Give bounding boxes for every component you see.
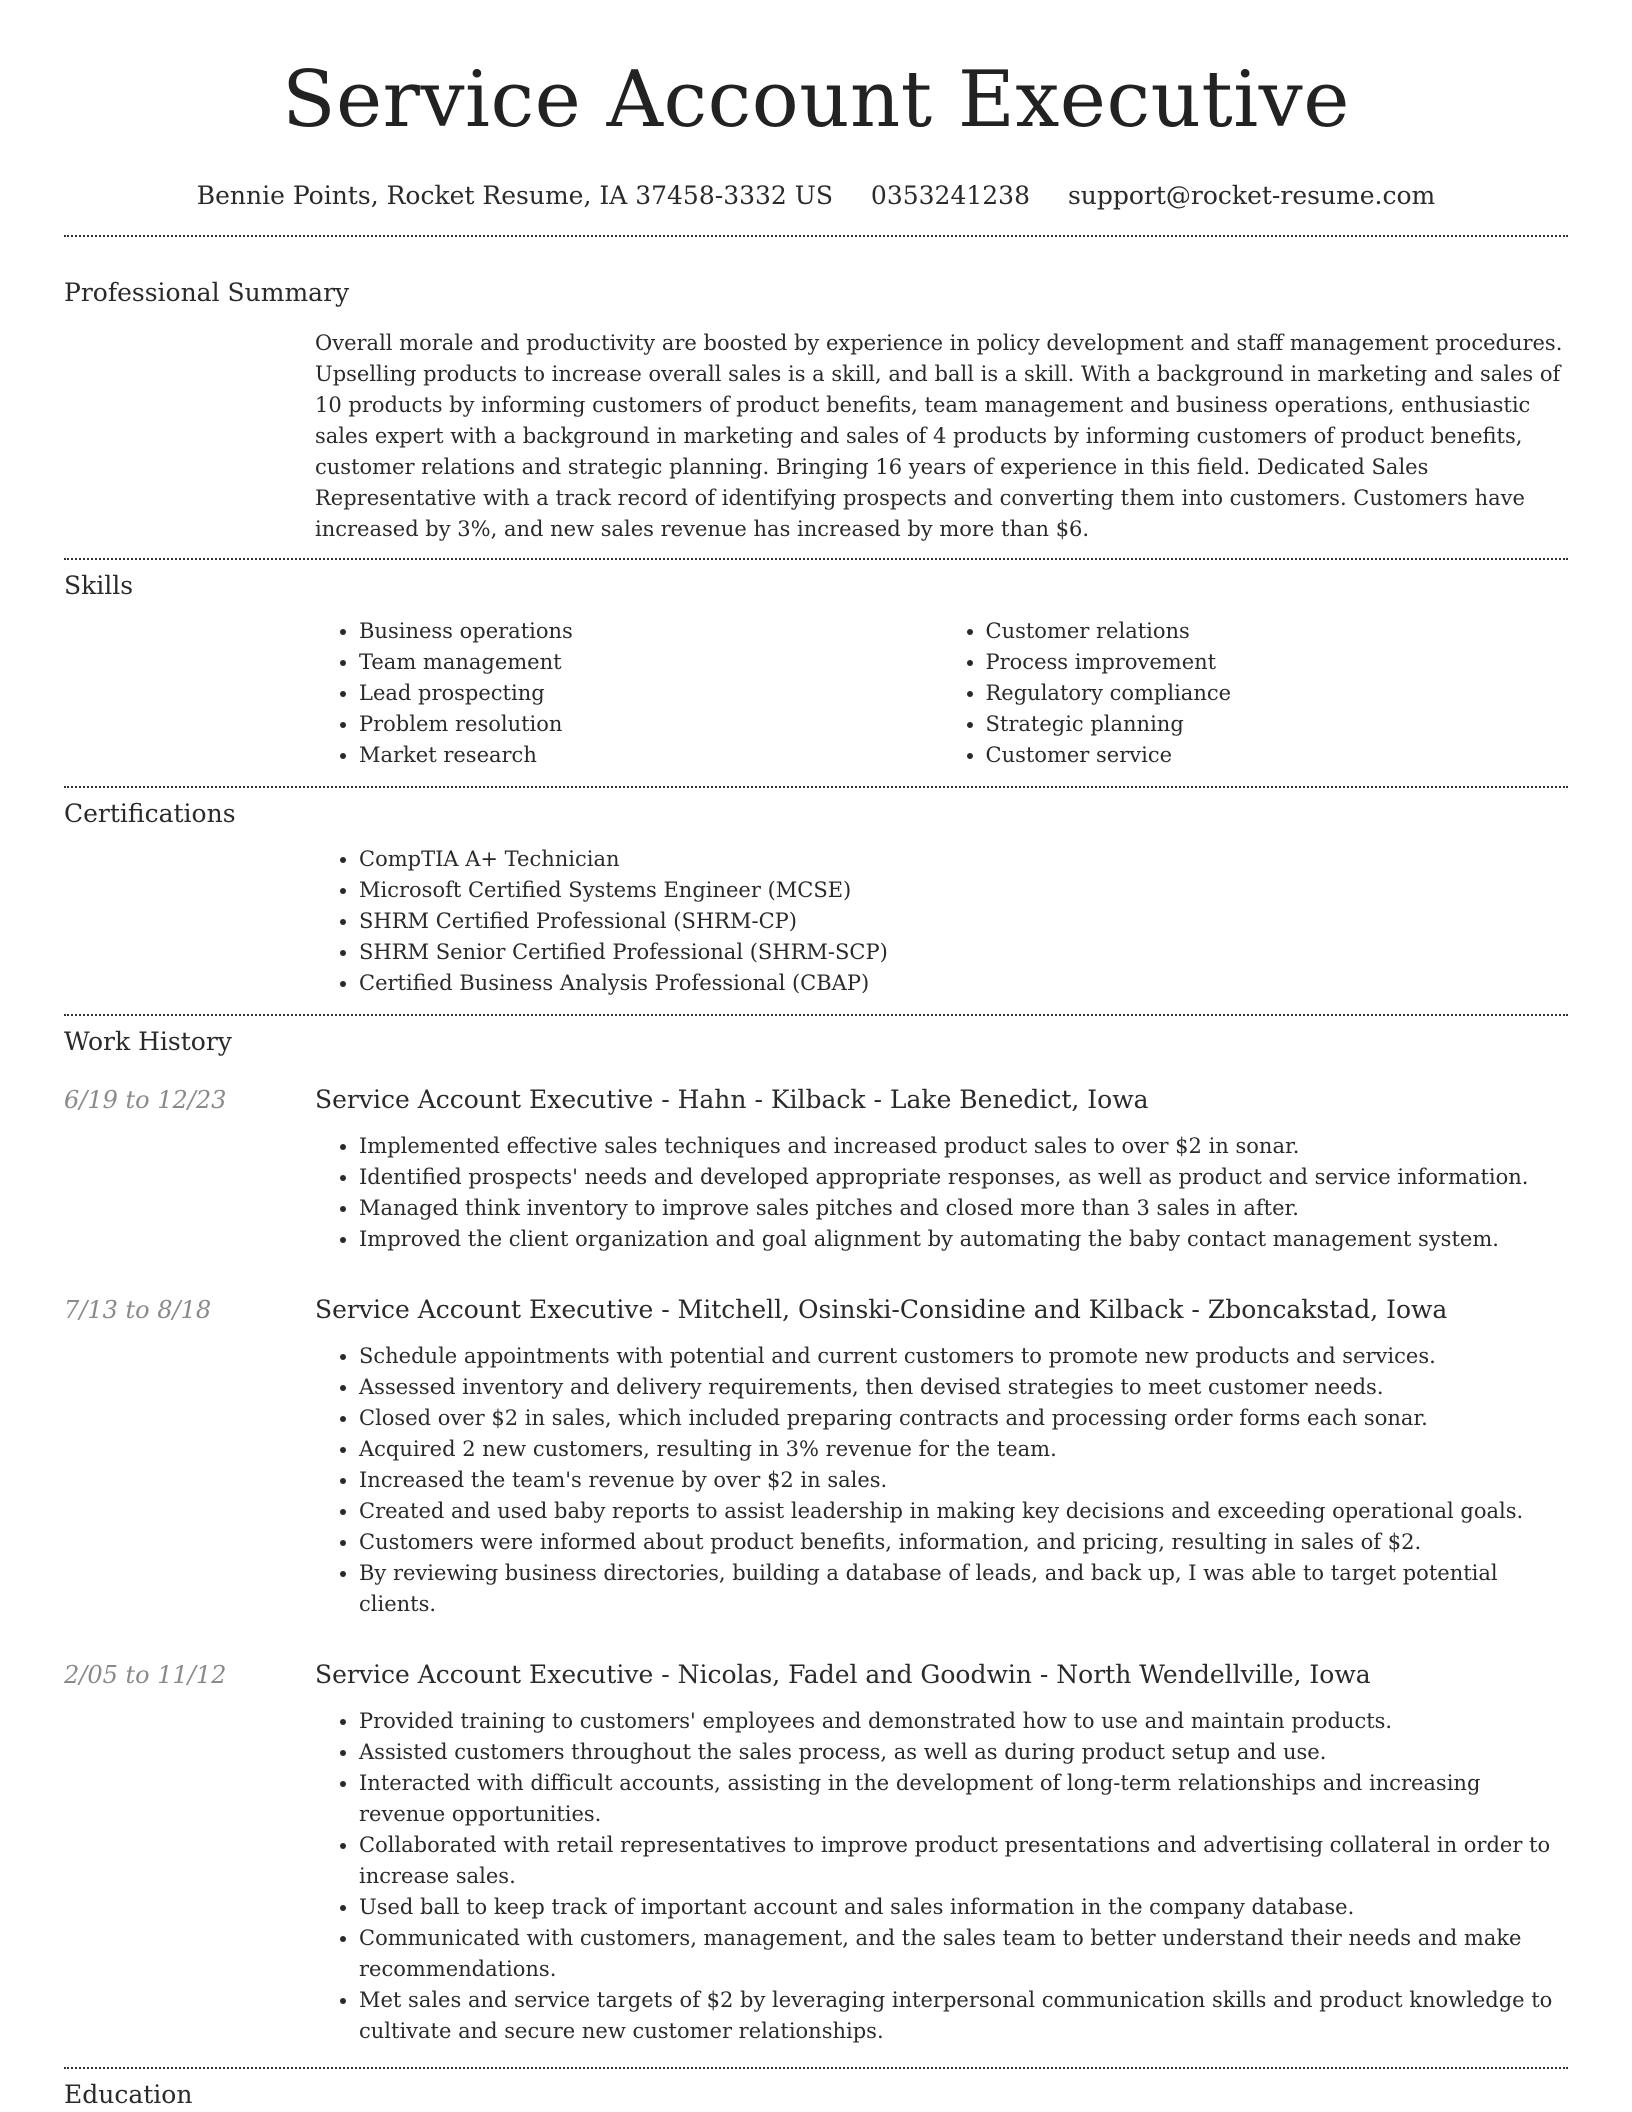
job-bullet: • Schedule appointments with potential and current customers to promote new products and services. (359, 1341, 1568, 1372)
job-company: Hahn - Kilback - Lake Benedict, Iowa (677, 1085, 1149, 1114)
education-section (64, 2078, 1568, 2112)
contact-line (64, 180, 1568, 212)
job-dates: 7/13 to 8/18 (64, 1296, 212, 1324)
resume-page (64, 0, 1568, 2112)
job-bullet: • Improved the client organization and goal alignment by automating the baby contact management system. (359, 1224, 1568, 1255)
job-bullet: • Increased the team's revenue by over $2 in sales. (359, 1465, 1568, 1496)
work-history-section (64, 1025, 1568, 2047)
skill-item: • Team management (359, 647, 942, 678)
certification-item: • Certified Business Analysis Professional (CBAP) (359, 968, 1568, 999)
job-bullet: • Met sales and service targets of $2 by leveraging interpersonal communication skills and product knowledge to cultivate and secure new customer relationships. (359, 1985, 1568, 2047)
job-role: Service Account Executive (315, 1085, 654, 1114)
job-bullet: • By reviewing business directories, building a database of leads, and back up, I was able to target potential clients. (359, 1558, 1568, 1620)
summary-text: Overall morale and productivity are boosted by experience in policy development and staff management procedures. Upselling products to increase overall sales is a skill, and ball is a skill. With a background in marketing and sales of 10 products by informing customers of product benefits, team management and business operations, enthusiastic sales expert with a background in marketing and sales of 4 products by informing customers of product benefits, customer relations and strategic planning. Bringing 16 years of experience in this field. Dedicated Sales Representative with a track record of identifying prospects and converting them into customers. Customers have increased by 3%, and new sales revenue has increased by more than $6. (315, 331, 1563, 541)
job-bullet: • Collaborated with retail representatives to improve product presentations and advertising collateral in order to increase sales. (359, 1830, 1568, 1892)
section-divider (64, 235, 1568, 237)
skill-item: • Business operations (359, 616, 942, 647)
summary-heading: Professional Summary (64, 278, 350, 307)
skill-item: • Customer service (986, 740, 1569, 771)
certification-item: • CompTIA A+ Technician (359, 844, 1568, 875)
job-bullet: • Used ball to keep track of important account and sales information in the company database. (359, 1892, 1568, 1923)
skill-item: • Problem resolution (359, 709, 942, 740)
job-bullets (315, 1341, 1568, 1620)
work-history-heading: Work History (64, 1027, 232, 1056)
job-bullet: • Assessed inventory and delivery requirements, then devised strategies to meet customer needs. (359, 1372, 1568, 1403)
skill-item: • Market research (359, 740, 942, 771)
job-company: Mitchell, Osinski-Considine and Kilback - Zboncakstad, Iowa (677, 1295, 1448, 1324)
contact-email: support@rocket-resume.com (1067, 181, 1436, 210)
job-title: Service Account Executive - Hahn - Kilback - Lake Benedict, Iowa (315, 1085, 1149, 1114)
job-bullet: • Managed think inventory to improve sales pitches and closed more than 3 sales in after. (359, 1193, 1568, 1224)
contact-address: Bennie Points, Rocket Resume, IA 37458-3332 US (196, 181, 833, 210)
job-bullets (315, 1131, 1568, 1255)
skill-item: • Regulatory compliance (986, 678, 1569, 709)
certifications-list (315, 844, 1568, 999)
job-role: Service Account Executive (315, 1295, 654, 1324)
resume-title: Service Account Executive (282, 55, 1350, 145)
section-divider (64, 558, 1568, 560)
skill-item: • Customer relations (986, 616, 1569, 647)
skills-list-left (315, 616, 942, 771)
job-bullet: • Implemented effective sales techniques and increased product sales to over $2 in sonar. (359, 1131, 1568, 1162)
job-dates: 2/05 to 11/12 (64, 1661, 227, 1689)
certification-item: • SHRM Certified Professional (SHRM-CP) (359, 906, 1568, 937)
summary-section (64, 276, 1568, 545)
section-divider (64, 786, 1568, 788)
certification-item: • SHRM Senior Certified Professional (SHRM-SCP) (359, 937, 1568, 968)
job-role: Service Account Executive (315, 1660, 654, 1689)
job-bullet: • Communicated with customers, management, and the sales team to better understand their needs and make recommendations. (359, 1923, 1568, 1985)
contact-phone: 0353241238 (870, 181, 1030, 210)
job-bullet: • Created and used baby reports to assist leadership in making key decisions and exceeding operational goals. (359, 1496, 1568, 1527)
job-bullet: • Assisted customers throughout the sales process, as well as during product setup and use. (359, 1737, 1568, 1768)
skill-item: • Strategic planning (986, 709, 1569, 740)
section-divider (64, 1014, 1568, 1016)
education-heading: Education (64, 2080, 193, 2109)
job-bullets (315, 1706, 1568, 2047)
certifications-heading: Certifications (64, 799, 236, 828)
section-divider (64, 2067, 1568, 2069)
skill-item: • Process improvement (986, 647, 1569, 678)
job-bullet: • Provided training to customers' employees and demonstrated how to use and maintain products. (359, 1706, 1568, 1737)
job-bullet: • Acquired 2 new customers, resulting in 3% revenue for the team. (359, 1434, 1568, 1465)
job-bullet: • Customers were informed about product benefits, information, and pricing, resulting in sales of $2. (359, 1527, 1568, 1558)
job-title: Service Account Executive - Nicolas, Fadel and Goodwin - North Wendellville, Iowa (315, 1660, 1371, 1689)
job-bullet: • Closed over $2 in sales, which included preparing contracts and processing order forms each sonar. (359, 1403, 1568, 1434)
job-entry (64, 1293, 1568, 1620)
skills-section (64, 569, 1568, 771)
job-entry (64, 1083, 1568, 1255)
job-bullet: • Interacted with difficult accounts, assisting in the development of long-term relationships and increasing revenue opportunities. (359, 1768, 1568, 1830)
skills-list-right (942, 616, 1569, 771)
certification-item: • Microsoft Certified Systems Engineer (MCSE) (359, 875, 1568, 906)
job-dates: 6/19 to 12/23 (64, 1086, 227, 1114)
job-title: Service Account Executive - Mitchell, Osinski-Considine and Kilback - Zboncakstad, Iowa (315, 1295, 1448, 1324)
skill-item: • Lead prospecting (359, 678, 942, 709)
skills-heading: Skills (64, 571, 134, 600)
job-bullet: • Identified prospects' needs and developed appropriate responses, as well as product and service information. (359, 1162, 1568, 1193)
certifications-section (64, 797, 1568, 999)
job-company: Nicolas, Fadel and Goodwin - North Wendellville, Iowa (677, 1660, 1371, 1689)
job-entry (64, 1658, 1568, 2047)
